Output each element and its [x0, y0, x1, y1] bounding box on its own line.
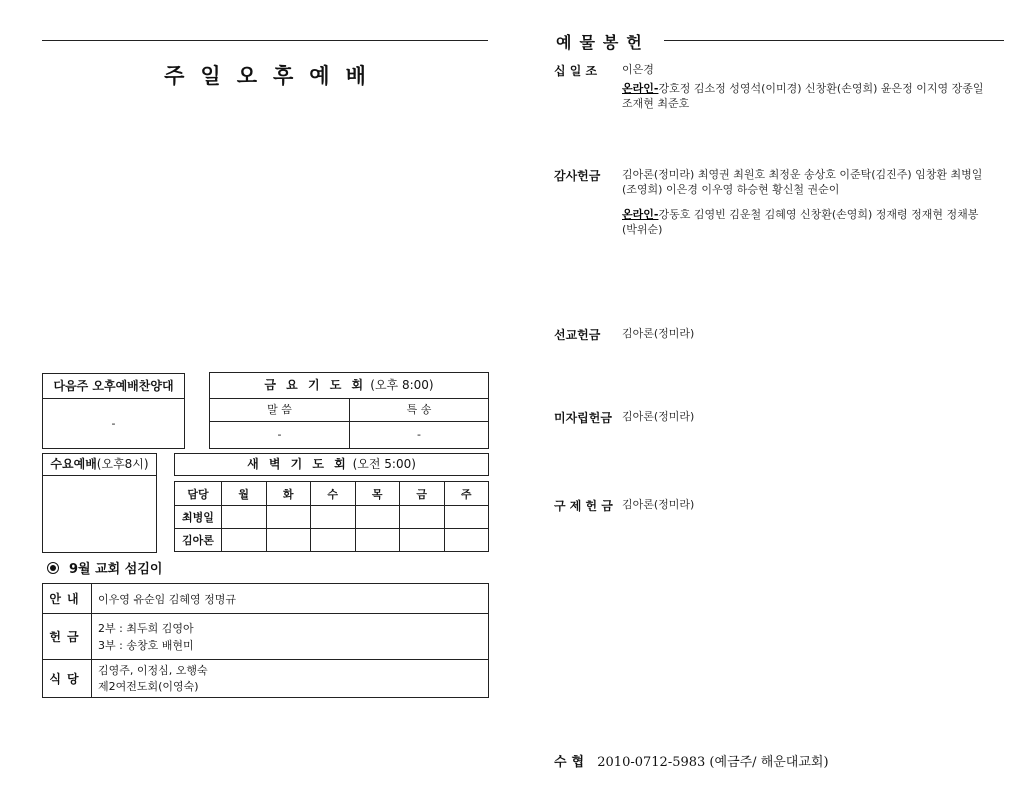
- next-choir-title: 다음주 오후예배찬양대: [43, 374, 184, 399]
- dawn-cell: [222, 506, 267, 529]
- target-bullet-icon: [47, 562, 59, 574]
- friday-prayer-time: (오후 8:00): [370, 378, 434, 392]
- offering-title: 예물봉헌: [556, 33, 650, 52]
- dawn-row-name: 김아론: [175, 529, 222, 552]
- dawn-prayer-title: 새 벽 기 도 회: [247, 457, 349, 471]
- table-row: [43, 584, 489, 614]
- wednesday-title: 수요예배: [50, 457, 97, 471]
- dawn-cell: [355, 506, 400, 529]
- self-reliance-label: 미자립헌금: [554, 411, 612, 425]
- dawn-cell: [444, 529, 489, 552]
- servant-category: 식당: [43, 660, 92, 698]
- dawn-prayer-time: (오전 5:00): [352, 457, 416, 471]
- servant-line: 김영주, 이정심, 오행숙: [98, 663, 208, 677]
- servant-line: 제2여전도회(이영숙): [98, 679, 199, 693]
- tithe-label: 십 일 조: [554, 64, 598, 78]
- relief-label: 구 제 헌 금: [554, 499, 613, 513]
- friday-special-song-label: 특 송: [406, 403, 432, 416]
- servant-category: 안내: [43, 584, 92, 614]
- dawn-col-tue: 화: [266, 482, 311, 506]
- friday-special-song-value: -: [417, 428, 421, 441]
- bank-label: 수협: [554, 755, 590, 770]
- dawn-col-fri: 금: [400, 482, 445, 506]
- friday-prayer-box: [209, 372, 489, 449]
- bank-account: [554, 751, 829, 770]
- tithe-online: [622, 81, 1006, 111]
- next-choir-box: [42, 373, 185, 449]
- dawn-cell: [311, 506, 356, 529]
- page-title: 주일오후예배: [164, 63, 382, 88]
- servant-names: [92, 614, 489, 660]
- servants-title: 9월 교회 섬김이: [69, 562, 163, 577]
- dawn-col-thu: 목: [355, 482, 400, 506]
- mission-label: 선교헌금: [554, 328, 601, 342]
- dawn-cell: [222, 529, 267, 552]
- servants-heading: [47, 558, 162, 577]
- top-rule-right: [664, 40, 1004, 41]
- friday-prayer-title: 금 요 기 도 회: [264, 378, 367, 392]
- bank-account-number: 2010-0712-5983 (예금주/ 해운대교회): [597, 755, 829, 770]
- thanksgiving-label: 감사헌금: [554, 169, 601, 183]
- self-reliance-names: 김아론(정미라): [622, 410, 695, 423]
- servant-names: [92, 584, 489, 614]
- dawn-prayer-header: [174, 453, 489, 476]
- dawn-col-duty: 담당: [175, 482, 222, 506]
- dawn-cell: [355, 529, 400, 552]
- servant-line: 이우영 유순임 김혜영 정명규: [98, 592, 237, 606]
- dawn-col-sun: 주: [444, 482, 489, 506]
- tithe-online-names: 강호정 김소정 성영석(이미경) 신창환(손영희) 윤은정 이지영 장종일 조재현 최준호: [622, 82, 984, 110]
- tithe-names: 이은경: [622, 63, 654, 76]
- dawn-prayer-table: [174, 481, 489, 552]
- mission-names: 김아론(정미라): [622, 327, 695, 340]
- dawn-row-name: 최병일: [175, 506, 222, 529]
- dawn-table-header-row: [175, 482, 489, 506]
- thanksgiving-online-label: 온라인-: [622, 208, 659, 221]
- servant-line: 2부 : 최두희 김영아: [98, 621, 194, 635]
- dawn-cell: [400, 529, 445, 552]
- servant-category: 헌금: [43, 614, 92, 660]
- next-choir-value: -: [111, 417, 116, 430]
- table-row: [43, 614, 489, 660]
- relief-names: 김아론(정미라): [622, 498, 695, 511]
- tithe-online-label: 온라인-: [622, 82, 659, 95]
- wednesday-time: (오후8시): [96, 457, 149, 471]
- servant-line: 3부 : 송창호 배현미: [98, 638, 194, 652]
- servant-names: [92, 660, 489, 698]
- thanksgiving-online: [622, 207, 1006, 237]
- wednesday-header: [43, 454, 156, 476]
- friday-sermon-value: -: [277, 428, 282, 441]
- wednesday-box: [42, 453, 157, 553]
- thanksgiving-online-names: 강동호 김영빈 김운철 김혜영 신창환(손영희) 정재령 정재현 정채봉 (박위순): [622, 208, 979, 236]
- dawn-cell: [266, 506, 311, 529]
- dawn-col-wed: 수: [311, 482, 356, 506]
- servants-table: [42, 583, 489, 698]
- dawn-cell: [311, 529, 356, 552]
- dawn-cell: [266, 529, 311, 552]
- thanksgiving-names: 김아론(정미라) 최영권 최원호 최정운 송상호 이준탁(김진주) 임창환 최병일 (조영희) 이은경 이우영 하승현 황신철 권순이: [622, 168, 983, 196]
- top-rule-left: [42, 40, 488, 41]
- table-row: [175, 506, 489, 529]
- dawn-cell: [400, 506, 445, 529]
- friday-sermon-label: 말 씀: [267, 403, 292, 416]
- dawn-cell: [444, 506, 489, 529]
- table-row: [175, 529, 489, 552]
- table-row: [43, 660, 489, 698]
- friday-prayer-header: [210, 373, 488, 399]
- dawn-col-mon: 월: [222, 482, 267, 506]
